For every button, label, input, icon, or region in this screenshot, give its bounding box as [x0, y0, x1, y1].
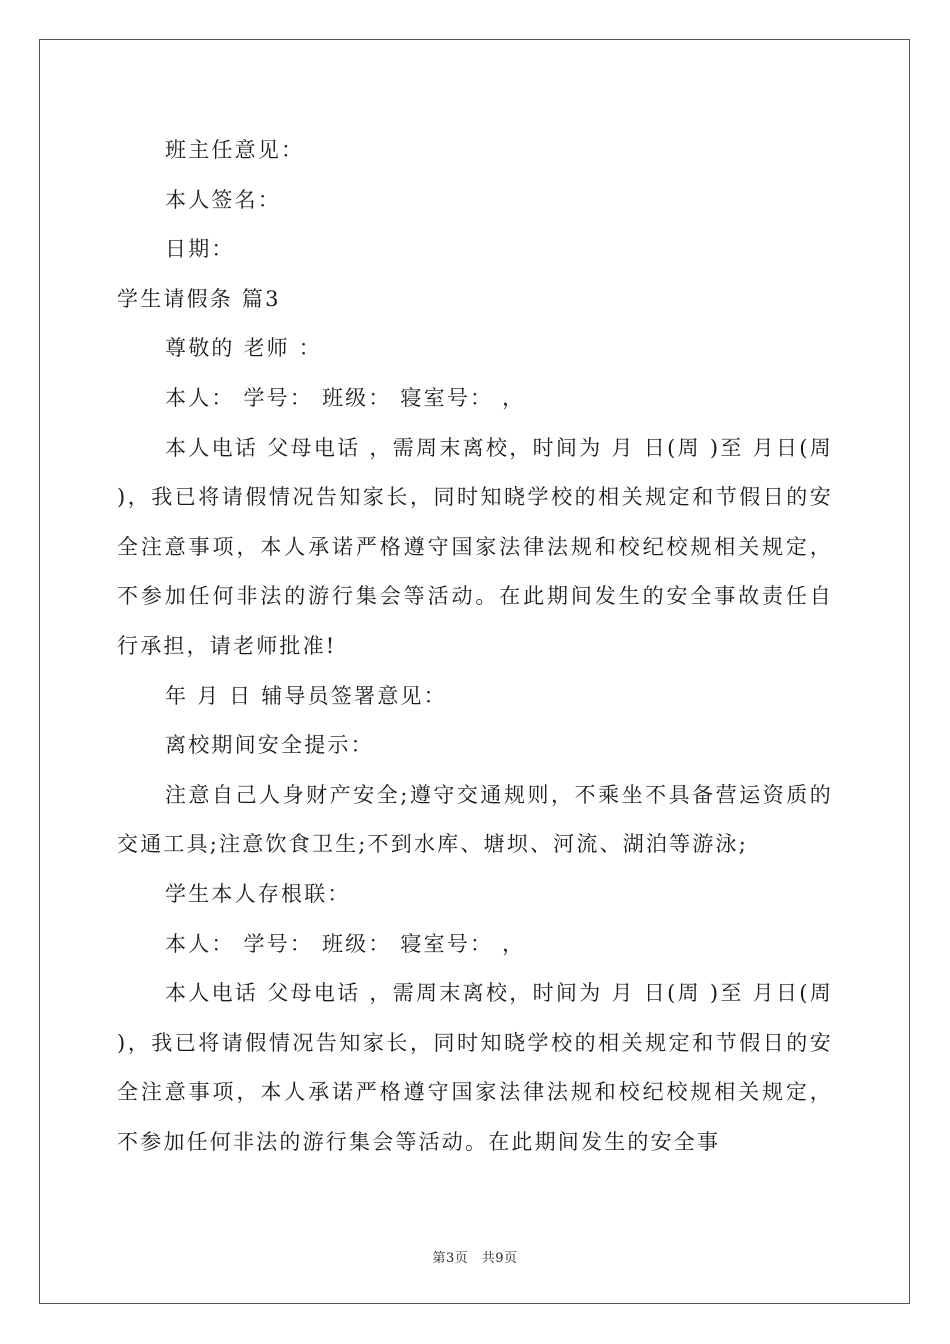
section-heading: 学生请假条 篇3	[117, 286, 281, 311]
date-line: 日期：	[165, 237, 235, 262]
teacher-opinion-line: 班主任意见：	[165, 138, 305, 162]
page-number: 第3页 共9页	[432, 1251, 518, 1266]
leave-request-paragraph-stub: 本人电话 父母电话 ，需周末离校，时间为 月 日(周 )至 月日(周 )，我已将请假情况告知家长，同时知晓学校的相关规定和节假日的安全注意事项，本人承诺严格遵守国家法律法规和校纪校规相关规定，不参加任何非法的游行集会等活动。在此期间发生的安全事	[117, 981, 833, 1154]
student-info-line-stub: 本人： 学号： 班级： 寝室号： ，	[165, 931, 526, 956]
safety-tips-title: 离校期间安全提示：	[165, 733, 374, 758]
signature-line: 本人签名：	[165, 187, 281, 212]
student-info-line: 本人： 学号： 班级： 寝室号： ，	[165, 385, 526, 410]
safety-tips-paragraph: 注意自己人身财产安全;遵守交通规则，不乘坐不具备营运资质的交通工具;注意饮食卫生;不到水库、塘坝、河流、湖泊等游泳;	[117, 782, 833, 857]
leave-request-paragraph: 本人电话 父母电话 ，需周末离校，时间为 月 日(周 )至 月日(周 )，我已将请假情况告知家长，同时知晓学校的相关规定和节假日的安全注意事项，本人承诺严格遵守国家法律法规和校纪校规相关规定，不参加任何非法的游行集会等活动。在此期间发生的安全事故责任自行承担，请老师批准!	[117, 435, 833, 658]
document-body	[117, 126, 833, 1167]
counselor-opinion-line: 年 月 日 辅导员签署意见：	[165, 683, 447, 708]
stub-title: 学生本人存根联：	[165, 881, 351, 906]
salutation: 尊敬的 老师 ：	[165, 336, 322, 361]
